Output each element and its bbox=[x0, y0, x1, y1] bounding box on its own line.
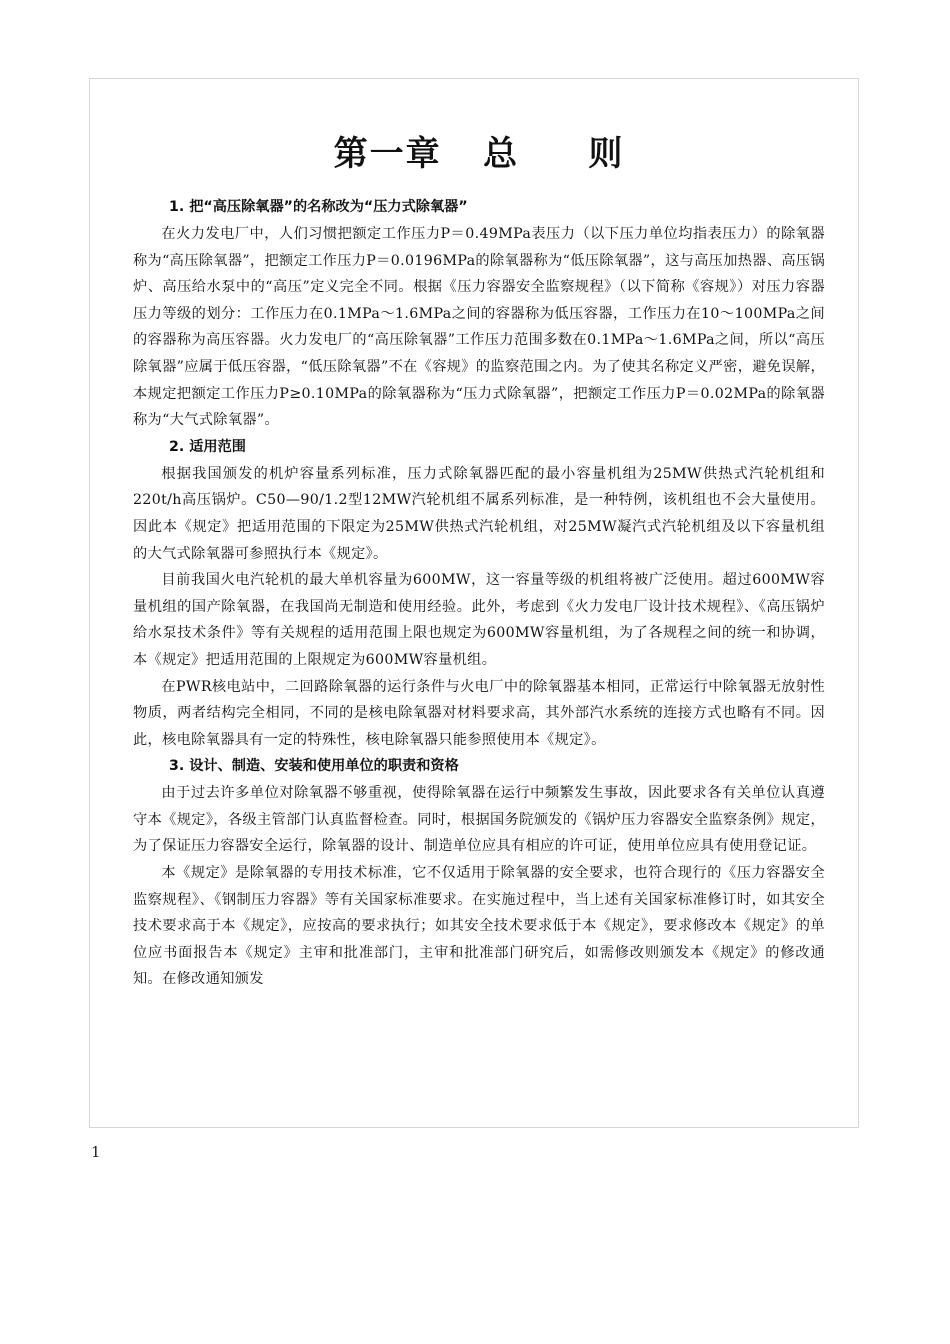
paragraph: 目前我国火电汽轮机的最大单机容量为600MW，这一容量等级的机组将被广泛使用。超过600MW容量机组的国产除氧器，在我国尚无制造和使用经验。此外，考虑到《火力发电厂设计技术规程》、《高压锅炉给水泵技术条件》等有关规程的适用范围上限也规定为600MW容量机组，为了各规程之间的统一和协调，本《规定》把适用范围的上限规定为600MW容量机组。 bbox=[133, 572, 825, 668]
section-heading-1: 1. 把“高压除氧器”的名称改为“压力式除氧器” bbox=[169, 199, 468, 215]
paragraph: 根据我国颁发的机炉容量系列标准，压力式除氧器匹配的最小容量机组为25MW供热式汽轮机组和220t/h高压锅炉。C50—90/1.2型12MW汽轮机组不属系列标准，是一种特例，该机组也不会大量使用。因此本《规定》把适用范围的下限定为25MW供热式汽轮机组，对25MW凝汽式汽轮机组及以下容量机组的大气式除氧器可参照执行本《规定》。 bbox=[133, 465, 825, 562]
paragraph: 在火力发电厂中，人们习惯把额定工作压力P＝0.49MPa表压力（以下压力单位均指表压力）的除氧器称为“高压除氧器”，把额定工作压力P＝0.0196MPa的除氧器称为“低压除氧器”，这与高压加热器、高压锅炉、高压给水泵中的“高压”定义完全不同。根据《压力容器安全监察规程》（以下简称《容规》）对压力容器压力等级的划分：工作压力在0.1MPa～1.6MPa之间的容器称为低压容器，工作压力在10～100MPa之间的容器称为高压容器。火力发电厂的“高压除氧器”工作压力范围多数在0.1MPa～1.6MPa之间，所以“高压除氧器”应属于低压容器，“低压除氧器”不在《容规》的监察范围之内。为了使其名称定义严密，避免误解，本规定把额定工作压力P≥0.10MPa的除氧器称为“压力式除氧器”，把额定工作压力P＝0.02MPa的除氧器称为“大气式除氧器”。 bbox=[133, 226, 825, 429]
section-heading-2: 2. 适用范围 bbox=[169, 438, 246, 455]
chapter-title: 第一章 总 则 bbox=[333, 134, 625, 174]
paragraph: 在PWR核电站中，二回路除氧器的运行条件与火电厂中的除氧器基本相同，正常运行中除氧器无放射性物质，两者结构完全相同，不同的是核电除氧器对材料要求高，其外部汽水系统的连接方式也略有不同。因此，核电除氧器具有一定的特殊性，核电除氧器只能参照使用本《规定》。 bbox=[133, 678, 825, 748]
paragraph: 由于过去许多单位对除氧器不够重视，使得除氧器在运行中频繁发生事故，因此要求各有关单位认真遵守本《规定》，各级主管部门认真监督检查。同时，根据国务院颁发的《锅炉压力容器安全监察条例》规定，为了保证压力容器安全运行，除氧器的设计、制造单位应具有相应的许可证，使用单位应具有使用登记证。 bbox=[133, 785, 825, 855]
section-heading-3: 3. 设计、制造、安装和使用单位的职责和资格 bbox=[169, 758, 459, 775]
paragraph: 本《规定》是除氧器的专用技术标准，它不仅适用于除氧器的安全要求，也符合现行的《压力容器安全监察规程》、《钢制压力容器》等有关国家标准要求。在实施过程中，当上述有关国家标准修订时，如其安全技术要求高于本《规定》，应按高的要求执行；如其安全技术要求低于本《规定》，要求修改本《规定》的单位应书面报告本《规定》主审和批准部门，主审和批准部门研究后，如需修改则颁发本《规定》的修改通知。在修改通知颁发 bbox=[133, 865, 825, 988]
document-body bbox=[133, 128, 825, 993]
page-number: 1 bbox=[91, 1143, 101, 1161]
